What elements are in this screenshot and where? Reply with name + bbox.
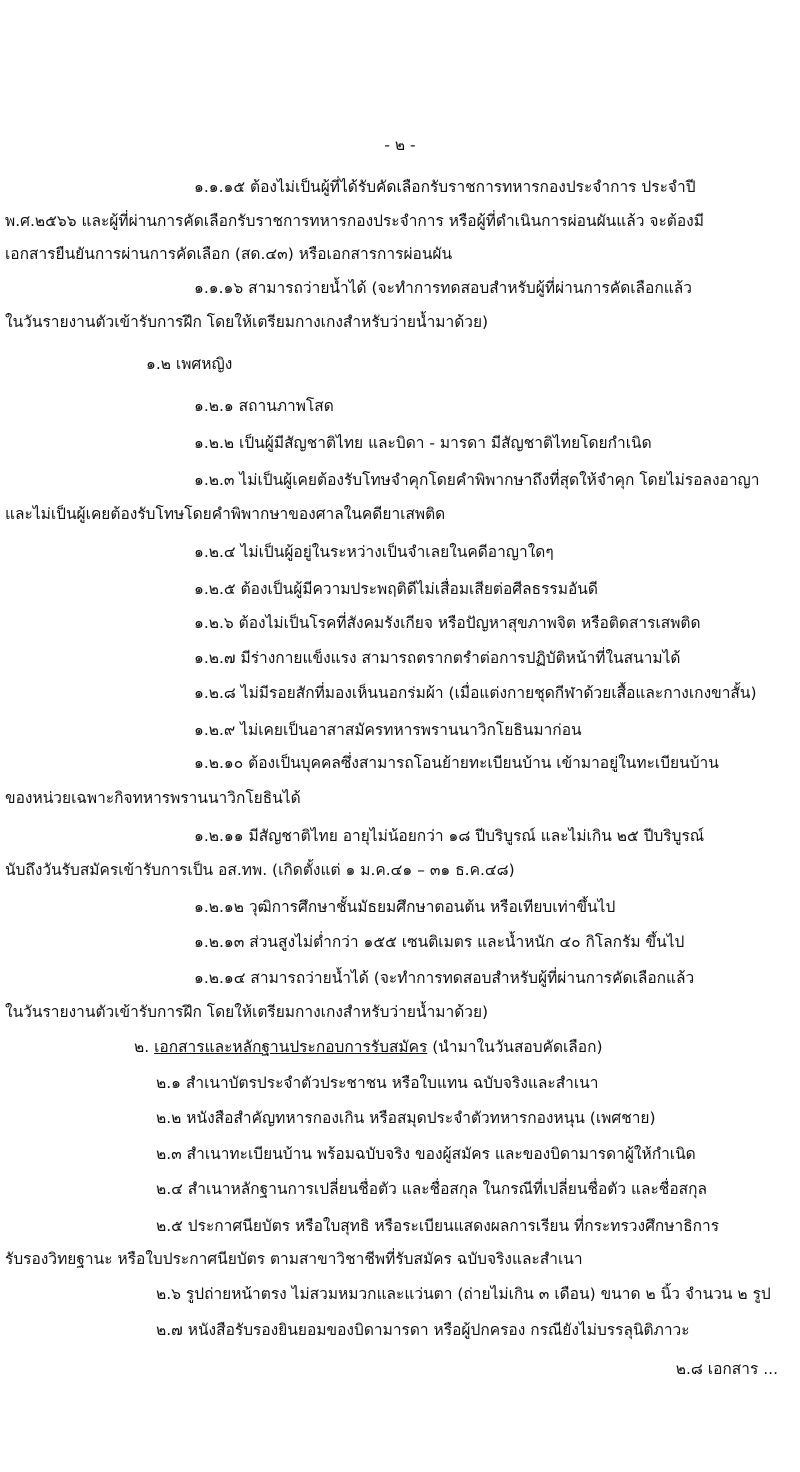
list-item: ๒.๗ หนังสือรับรองยินยอมของบิดามารดา หรือผู้ปกครอง กรณียังไม่บรรลุนิติภาวะ — [156, 1321, 690, 1339]
list-item: ๒.๒ หนังสือสำคัญทหารกองเกิน หรือสมุดประจำตัวทหารกองหนุน (เพศชาย) — [156, 1109, 656, 1127]
paragraph-line: ๑.๒.๗ มีร่างกายแข็งแรง สามารถตรากตรำต่อการปฏิบัติหน้าที่ในสนามได้ — [194, 649, 681, 667]
paragraph-line: ๑.๒.๑๑ มีสัญชาติไทย อายุไม่น้อยกว่า ๑๘ ปีบริบูรณ์ และไม่เกิน ๒๕ ปีบริบูรณ์ — [194, 827, 705, 845]
section-note: (นำมาในวันสอบคัดเลือก) — [427, 1038, 603, 1056]
paragraph-line: ในวันรายงานตัวเข้ารับการฝึก โดยให้เตรียมกางเกงสำหรับว่ายน้ำมาด้วย) — [5, 313, 489, 331]
list-item: ๒.๑ สำเนาบัตรประจำตัวประชาชน หรือใบแทน ฉบับจริงและสำเนา — [156, 1074, 599, 1092]
paragraph-line: ๑.๒.๑๐ ต้องเป็นบุคคลซึ่งสามารถโอนย้ายทะเบียนบ้าน เข้ามาอยู่ในทะเบียนบ้าน — [194, 754, 719, 772]
list-item: รับรองวิทยฐานะ หรือใบประกาศนียบัตร ตามสาขาวิชาชีพที่รับสมัคร ฉบับจริงและสำเนา — [5, 1250, 583, 1268]
paragraph-line: พ.ศ.๒๕๖๖ และผู้ที่ผ่านการคัดเลือกรับราชการทหารกองประจำการ หรือผู้ที่ดำเนินการผ่อนผันแล้ว จะต้องมี — [5, 212, 704, 230]
list-item: ๒.๕ ประกาศนียบัตร หรือใบสุทธิ หรือระเบียนแสดงผลการเรียน ที่กระทรวงศึกษาธิการ — [156, 1217, 720, 1235]
continuation-marker: ๒.๘ เอกสาร ... — [675, 1360, 778, 1378]
paragraph-line: ๑.๒.๒ เป็นผู้มีสัญชาติไทย และบิดา - มารดา มีสัญชาติไทยโดยกำเนิด — [194, 434, 652, 452]
paragraph-line: ของหน่วยเฉพาะกิจทหารพรานนาวิกโยธินได้ — [5, 789, 301, 807]
paragraph-line: และไม่เป็นผู้เคยต้องรับโทษโดยคำพิพากษาของศาลในคดียาเสพติด — [5, 505, 446, 523]
paragraph-line: เอกสารยืนยันการผ่านการคัดเลือก (สด.๔๓) หรือเอกสารการผ่อนผัน — [5, 245, 453, 263]
paragraph-line: ๑.๒.๑๓ ส่วนสูงไม่ต่ำกว่า ๑๕๕ เซนติเมตร และน้ำหนัก ๔๐ กิโลกรัม ขึ้นไป — [194, 933, 685, 951]
list-item: ๒.๓ สำเนาทะเบียนบ้าน พร้อมฉบับจริง ของผู้สมัคร และของบิดามารดาผู้ให้กำเนิด — [156, 1145, 696, 1163]
paragraph-line: ๑.๒.๕ ต้องเป็นผู้มีความประพฤติดีไม่เสื่อมเสียต่อศีลธรรมอันดี — [194, 580, 598, 598]
list-item: ๒.๔ สำเนาหลักฐานการเปลี่ยนชื่อตัว และชื่อสกุล ในกรณีที่เปลี่ยนชื่อตัว และชื่อสกุล — [156, 1180, 707, 1198]
paragraph-line: ๑.๑.๑๕ ต้องไม่เป็นผู้ที่ได้รับคัดเลือกรับราชการทหารกองประจำการ ประจำปี — [194, 178, 696, 196]
list-item: ๒.๖ รูปถ่ายหน้าตรง ไม่สวมหมวกและแว่นตา (ถ่ายไม่เกิน ๓ เดือน) ขนาด ๒ นิ้ว จำนวน ๒ รูป — [156, 1285, 771, 1303]
paragraph-line: ๑.๒.๑๔ สามารถว่ายน้ำได้ (จะทำการทดสอบสำหรับผู้ที่ผ่านการคัดเลือกแล้ว — [194, 969, 695, 987]
subsection-heading: ๑.๒ เพศหญิง — [146, 355, 233, 373]
paragraph-line: นับถึงวันรับสมัครเข้ารับการเป็น อส.ทพ. (เกิดตั้งแต่ ๑ ม.ค.๔๑ – ๓๑ ธ.ค.๔๘) — [5, 861, 515, 879]
paragraph-line: ๑.๑.๑๖ สามารถว่ายน้ำได้ (จะทำการทดสอบสำหรับผู้ที่ผ่านการคัดเลือกแล้ว — [194, 279, 692, 297]
section-title: เอกสารและหลักฐานประกอบการรับสมัคร — [154, 1038, 428, 1056]
page-number: - ๒ - — [384, 136, 416, 154]
section-heading — [0, 1036, 800, 1058]
paragraph-line: ๑.๒.๑๒ วุฒิการศึกษาชั้นมัธยมศึกษาตอนต้น หรือเทียบเท่าขึ้นไป — [194, 898, 616, 916]
paragraph-line: ๑.๒.๑ สถานภาพโสด — [194, 397, 334, 415]
paragraph-line: ในวันรายงานตัวเข้ารับการฝึก โดยให้เตรียมกางเกงสำหรับว่ายน้ำมาด้วย) — [5, 1003, 489, 1021]
paragraph-line: ๑.๒.๓ ไม่เป็นผู้เคยต้องรับโทษจำคุกโดยคำพิพากษาถึงที่สุดให้จำคุก โดยไม่รอลงอาญา — [194, 471, 760, 489]
paragraph-line: ๑.๒.๙ ไม่เคยเป็นอาสาสมัครทหารพรานนาวิกโยธินมาก่อน — [194, 721, 582, 739]
paragraph-line: ๑.๒.๖ ต้องไม่เป็นโรคที่สังคมรังเกียจ หรือปัญหาสุขภาพจิต หรือติดสารเสพติด — [194, 614, 701, 632]
paragraph-line: ๑.๒.๘ ไม่มีรอยสักที่มองเห็นนอกร่มผ้า (เมื่อแต่งกายชุดกีฬาด้วยเสื้อและกางเกงขาสั้น) — [194, 684, 757, 702]
section-number: ๒. — [134, 1038, 150, 1056]
paragraph-line: ๑.๒.๔ ไม่เป็นผู้อยู่ในระหว่างเป็นจำเลยในคดีอาญาใดๆ — [194, 543, 554, 561]
